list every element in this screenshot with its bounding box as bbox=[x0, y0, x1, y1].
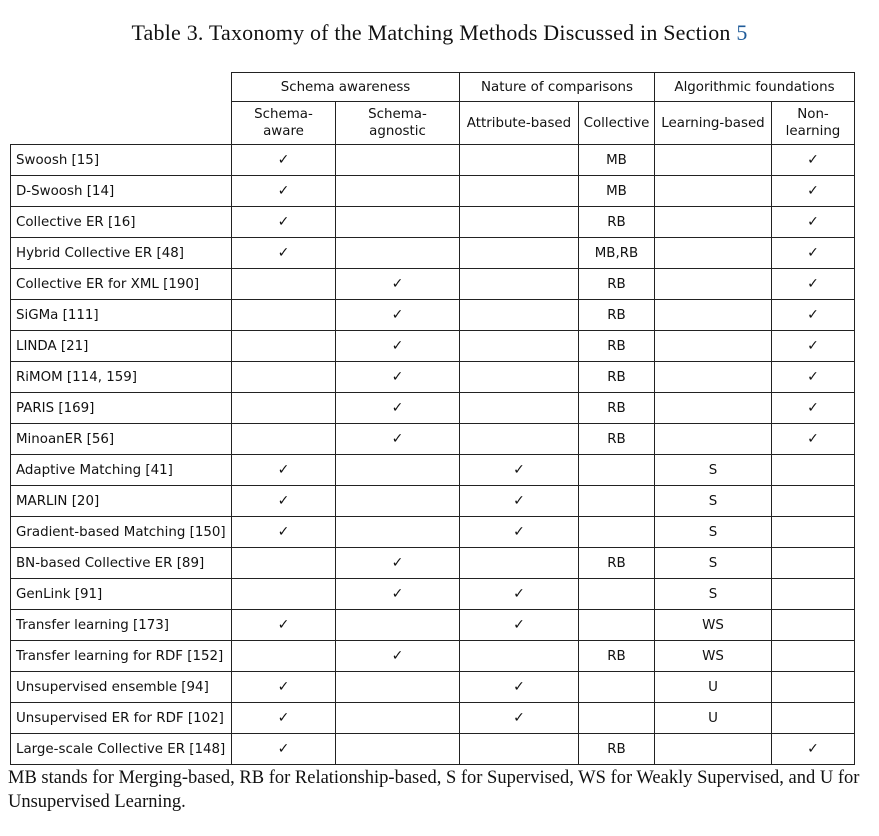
method-name: Transfer learning for RDF [152] bbox=[11, 641, 232, 672]
table-cell bbox=[655, 424, 772, 455]
table-row bbox=[11, 703, 855, 734]
table-row bbox=[11, 424, 855, 455]
table-cell bbox=[655, 269, 772, 300]
table-row bbox=[11, 238, 855, 269]
check-mark-icon: ✓ bbox=[336, 579, 460, 610]
section-link[interactable]: 5 bbox=[736, 20, 748, 45]
check-mark-icon: ✓ bbox=[232, 486, 336, 517]
table-cell bbox=[460, 269, 579, 300]
table-cell: RB bbox=[579, 548, 655, 579]
table-row bbox=[11, 610, 855, 641]
method-name: SiGMa [111] bbox=[11, 300, 232, 331]
table-cell: S bbox=[655, 455, 772, 486]
table-cell: MB bbox=[579, 176, 655, 207]
check-mark-icon: ✓ bbox=[772, 300, 855, 331]
table-row bbox=[11, 579, 855, 610]
method-name: BN-based Collective ER [89] bbox=[11, 548, 232, 579]
table-cell bbox=[772, 672, 855, 703]
table-cell: RB bbox=[579, 207, 655, 238]
check-mark-icon: ✓ bbox=[772, 362, 855, 393]
table-cell bbox=[460, 393, 579, 424]
check-mark-icon: ✓ bbox=[772, 424, 855, 455]
table-row bbox=[11, 331, 855, 362]
table-footnote: MB stands for Merging-based, RB for Relationship-based, S for Supervised, WS for Weakly Supervised, and U for Unsupervised Learning. bbox=[8, 768, 860, 812]
method-name: Gradient-based Matching [150] bbox=[11, 517, 232, 548]
table-cell bbox=[772, 548, 855, 579]
table-cell: WS bbox=[655, 610, 772, 641]
table-cell bbox=[772, 579, 855, 610]
check-mark-icon: ✓ bbox=[232, 703, 336, 734]
check-mark-icon: ✓ bbox=[772, 734, 855, 765]
table-row bbox=[11, 176, 855, 207]
taxonomy-table bbox=[10, 72, 855, 765]
table-cell bbox=[232, 393, 336, 424]
table-cell bbox=[655, 300, 772, 331]
table-cell: RB bbox=[579, 424, 655, 455]
header-group-schema-awareness: Schema awareness bbox=[232, 73, 460, 102]
table-cell bbox=[579, 703, 655, 734]
method-name: Collective ER for XML [190] bbox=[11, 269, 232, 300]
table-row bbox=[11, 393, 855, 424]
method-name: Adaptive Matching [41] bbox=[11, 455, 232, 486]
check-mark-icon: ✓ bbox=[336, 548, 460, 579]
table-cell bbox=[232, 362, 336, 393]
table-cell bbox=[232, 641, 336, 672]
header-corner bbox=[11, 73, 232, 145]
header-group-algorithmic-foundations: Algorithmic foundations bbox=[655, 73, 855, 102]
table-cell bbox=[460, 362, 579, 393]
table-cell: RB bbox=[579, 393, 655, 424]
method-name: Hybrid Collective ER [48] bbox=[11, 238, 232, 269]
method-name: LINDA [21] bbox=[11, 331, 232, 362]
table-cell: RB bbox=[579, 331, 655, 362]
table-cell: U bbox=[655, 703, 772, 734]
table-cell bbox=[655, 207, 772, 238]
table-cell: RB bbox=[579, 300, 655, 331]
table-cell bbox=[655, 176, 772, 207]
table-cell bbox=[460, 145, 579, 176]
method-name: GenLink [91] bbox=[11, 579, 232, 610]
col-schema-aware: Schema- aware bbox=[232, 102, 336, 145]
table-cell bbox=[336, 734, 460, 765]
header-group-row bbox=[11, 73, 855, 102]
col-learning-based: Learning-based bbox=[655, 102, 772, 145]
table-cell bbox=[336, 672, 460, 703]
check-mark-icon: ✓ bbox=[232, 145, 336, 176]
table-cell: U bbox=[655, 672, 772, 703]
table-cell bbox=[772, 486, 855, 517]
check-mark-icon: ✓ bbox=[460, 610, 579, 641]
table-cell bbox=[336, 703, 460, 734]
table-cell bbox=[579, 517, 655, 548]
check-mark-icon: ✓ bbox=[460, 703, 579, 734]
table-row bbox=[11, 486, 855, 517]
check-mark-icon: ✓ bbox=[232, 672, 336, 703]
check-mark-icon: ✓ bbox=[772, 176, 855, 207]
check-mark-icon: ✓ bbox=[772, 145, 855, 176]
method-name: MinoanER [56] bbox=[11, 424, 232, 455]
method-name: Large-scale Collective ER [148] bbox=[11, 734, 232, 765]
method-name: Swoosh [15] bbox=[11, 145, 232, 176]
table-cell bbox=[336, 455, 460, 486]
table-cell: RB bbox=[579, 362, 655, 393]
table-body bbox=[11, 145, 855, 765]
table-cell bbox=[772, 610, 855, 641]
table-row bbox=[11, 517, 855, 548]
header-group-nature-of-comparisons: Nature of comparisons bbox=[460, 73, 655, 102]
table-row bbox=[11, 362, 855, 393]
check-mark-icon: ✓ bbox=[336, 393, 460, 424]
check-mark-icon: ✓ bbox=[460, 486, 579, 517]
table-cell bbox=[232, 300, 336, 331]
table-cell bbox=[655, 238, 772, 269]
check-mark-icon: ✓ bbox=[336, 424, 460, 455]
table-cell bbox=[655, 145, 772, 176]
table-cell bbox=[336, 238, 460, 269]
method-name: RiMOM [114, 159] bbox=[11, 362, 232, 393]
table-cell: S bbox=[655, 548, 772, 579]
table-cell bbox=[232, 269, 336, 300]
check-mark-icon: ✓ bbox=[460, 455, 579, 486]
table-cell: MB,RB bbox=[579, 238, 655, 269]
table-cell bbox=[460, 641, 579, 672]
check-mark-icon: ✓ bbox=[232, 455, 336, 486]
check-mark-icon: ✓ bbox=[232, 238, 336, 269]
table-cell bbox=[460, 300, 579, 331]
col-schema-agnostic: Schema-agnostic bbox=[336, 102, 460, 145]
table-cell: S bbox=[655, 517, 772, 548]
table-row bbox=[11, 269, 855, 300]
table-row bbox=[11, 455, 855, 486]
check-mark-icon: ✓ bbox=[336, 331, 460, 362]
table-cell bbox=[336, 207, 460, 238]
table-cell bbox=[655, 362, 772, 393]
check-mark-icon: ✓ bbox=[460, 672, 579, 703]
table-cell bbox=[336, 610, 460, 641]
table-row bbox=[11, 548, 855, 579]
table-cell bbox=[336, 486, 460, 517]
table-cell bbox=[460, 176, 579, 207]
table-cell bbox=[336, 145, 460, 176]
check-mark-icon: ✓ bbox=[336, 300, 460, 331]
col-attribute-based: Attribute-based bbox=[460, 102, 579, 145]
table-cell bbox=[772, 517, 855, 548]
method-name: Transfer learning [173] bbox=[11, 610, 232, 641]
check-mark-icon: ✓ bbox=[772, 207, 855, 238]
table-cell: RB bbox=[579, 641, 655, 672]
table-cell bbox=[579, 672, 655, 703]
table-cell: S bbox=[655, 486, 772, 517]
check-mark-icon: ✓ bbox=[232, 176, 336, 207]
check-mark-icon: ✓ bbox=[772, 393, 855, 424]
table-cell: RB bbox=[579, 734, 655, 765]
table-cell bbox=[655, 734, 772, 765]
method-name: PARIS [169] bbox=[11, 393, 232, 424]
table-cell bbox=[655, 393, 772, 424]
caption-text: Table 3. Taxonomy of the Matching Methods Discussed in Section bbox=[131, 20, 737, 45]
table-cell bbox=[772, 641, 855, 672]
table-cell bbox=[579, 486, 655, 517]
table-cell bbox=[655, 331, 772, 362]
table-cell: S bbox=[655, 579, 772, 610]
check-mark-icon: ✓ bbox=[336, 362, 460, 393]
table-row bbox=[11, 641, 855, 672]
table-cell: MB bbox=[579, 145, 655, 176]
table-cell bbox=[336, 176, 460, 207]
table-cell bbox=[579, 455, 655, 486]
table-row bbox=[11, 300, 855, 331]
table-cell bbox=[232, 424, 336, 455]
table-cell bbox=[460, 207, 579, 238]
check-mark-icon: ✓ bbox=[460, 579, 579, 610]
table-cell: RB bbox=[579, 269, 655, 300]
check-mark-icon: ✓ bbox=[772, 238, 855, 269]
check-mark-icon: ✓ bbox=[772, 269, 855, 300]
table-cell bbox=[579, 579, 655, 610]
method-name: D-Swoosh [14] bbox=[11, 176, 232, 207]
table-cell bbox=[772, 703, 855, 734]
col-non-learning: Non- learning bbox=[772, 102, 855, 145]
table-cell bbox=[579, 610, 655, 641]
method-name: Unsupervised ensemble [94] bbox=[11, 672, 232, 703]
table-caption bbox=[0, 20, 879, 46]
check-mark-icon: ✓ bbox=[772, 331, 855, 362]
table-cell bbox=[460, 424, 579, 455]
table-row bbox=[11, 145, 855, 176]
table-cell bbox=[460, 548, 579, 579]
table-row bbox=[11, 672, 855, 703]
table-cell bbox=[232, 548, 336, 579]
table-cell bbox=[460, 734, 579, 765]
table-row bbox=[11, 734, 855, 765]
check-mark-icon: ✓ bbox=[460, 517, 579, 548]
table-cell: WS bbox=[655, 641, 772, 672]
table-row bbox=[11, 207, 855, 238]
check-mark-icon: ✓ bbox=[336, 641, 460, 672]
method-name: Collective ER [16] bbox=[11, 207, 232, 238]
check-mark-icon: ✓ bbox=[336, 269, 460, 300]
table-cell bbox=[232, 331, 336, 362]
method-name: Unsupervised ER for RDF [102] bbox=[11, 703, 232, 734]
table-cell bbox=[460, 331, 579, 362]
table-cell bbox=[336, 517, 460, 548]
check-mark-icon: ✓ bbox=[232, 207, 336, 238]
table-cell bbox=[460, 238, 579, 269]
method-name: MARLIN [20] bbox=[11, 486, 232, 517]
check-mark-icon: ✓ bbox=[232, 610, 336, 641]
table-cell bbox=[772, 455, 855, 486]
col-collective: Collective bbox=[579, 102, 655, 145]
table-cell bbox=[232, 579, 336, 610]
check-mark-icon: ✓ bbox=[232, 517, 336, 548]
check-mark-icon: ✓ bbox=[232, 734, 336, 765]
